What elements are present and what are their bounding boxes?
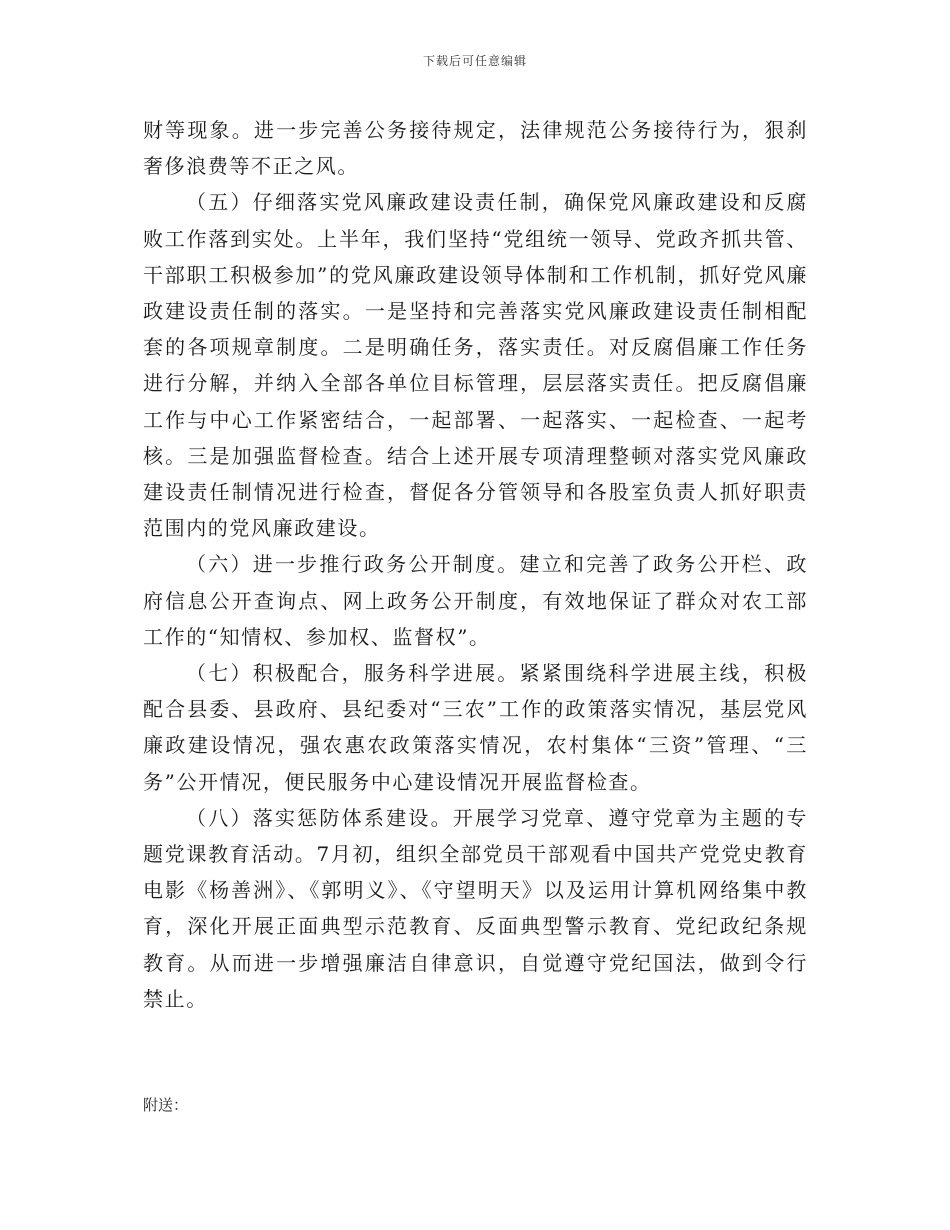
paragraph-section-5: （五）仔细落实党风廉政建设责任制，确保党风廉政建设和反腐败工作落到实处。上半年，我们坚持“党组统一领导、党政齐抓共管、干部职工积极参加”的党风廉政建设领导体制和工作机制，抓好党风廉政建设责任制的落实。一是坚持和完善落实党风廉政建设责任制相配套的各项规章制度。二是明确任务，落实责任。对反腐倡廉工作任务进行分解，并纳入全部各单位目标管理，层层落实责任。把反腐倡廉工作与中心工作紧密结合，一起部署、一起落实、一起检查、一起考核。三是加强监督检查。结合上述开展专项清理整顿对落实党风廉政建设责任制情况进行检查，督促各分管领导和各股室负责人抓好职责范围内的党风廉政建设。 — [143, 190, 808, 541]
paragraph-section-8: （八）落实惩防体系建设。开展学习党章、遵守党章为主题的专题党课教育活动。7月初，组织全部党员干部观看中国共产党党史教育电影《杨善洲》、《郭明义》、《守望明天》以及运用计算机网络集中教育，深化开展正面典型示范教育、反面典型警示教育、党纪政纪条规教育。从而进一步增强廉洁自律意识，自觉遵守党纪国法，做到令行禁止。 — [143, 805, 808, 1011]
document-body — [143, 112, 808, 1017]
page-header-note: 下载后可任意编辑 — [422, 54, 527, 68]
attachment-label: 附送： — [143, 1096, 189, 1114]
paragraph-section-7: （七）积极配合，服务科学进展。紧紧围绕科学进展主线，积极配合县委、县政府、县纪委对“三农”工作的政策落实情况，基层党风廉政建设情况，强农惠农政策落实情况，农村集体“三资”管理、“三务”公开情况，便民服务中心建设情况开展监督检查。 — [143, 661, 808, 794]
paragraph-continuation: 财等现象。进一步完善公务接待规定，法律规范公务接待行为，狠刹奢侈浪费等不正之风。 — [143, 118, 808, 179]
paragraph-section-6: （六）进一步推行政务公开制度。建立和完善了政务公开栏、政府信息公开查询点、网上政务公开制度，有效地保证了群众对农工部工作的“知情权、参加权、监督权”。 — [143, 552, 808, 649]
